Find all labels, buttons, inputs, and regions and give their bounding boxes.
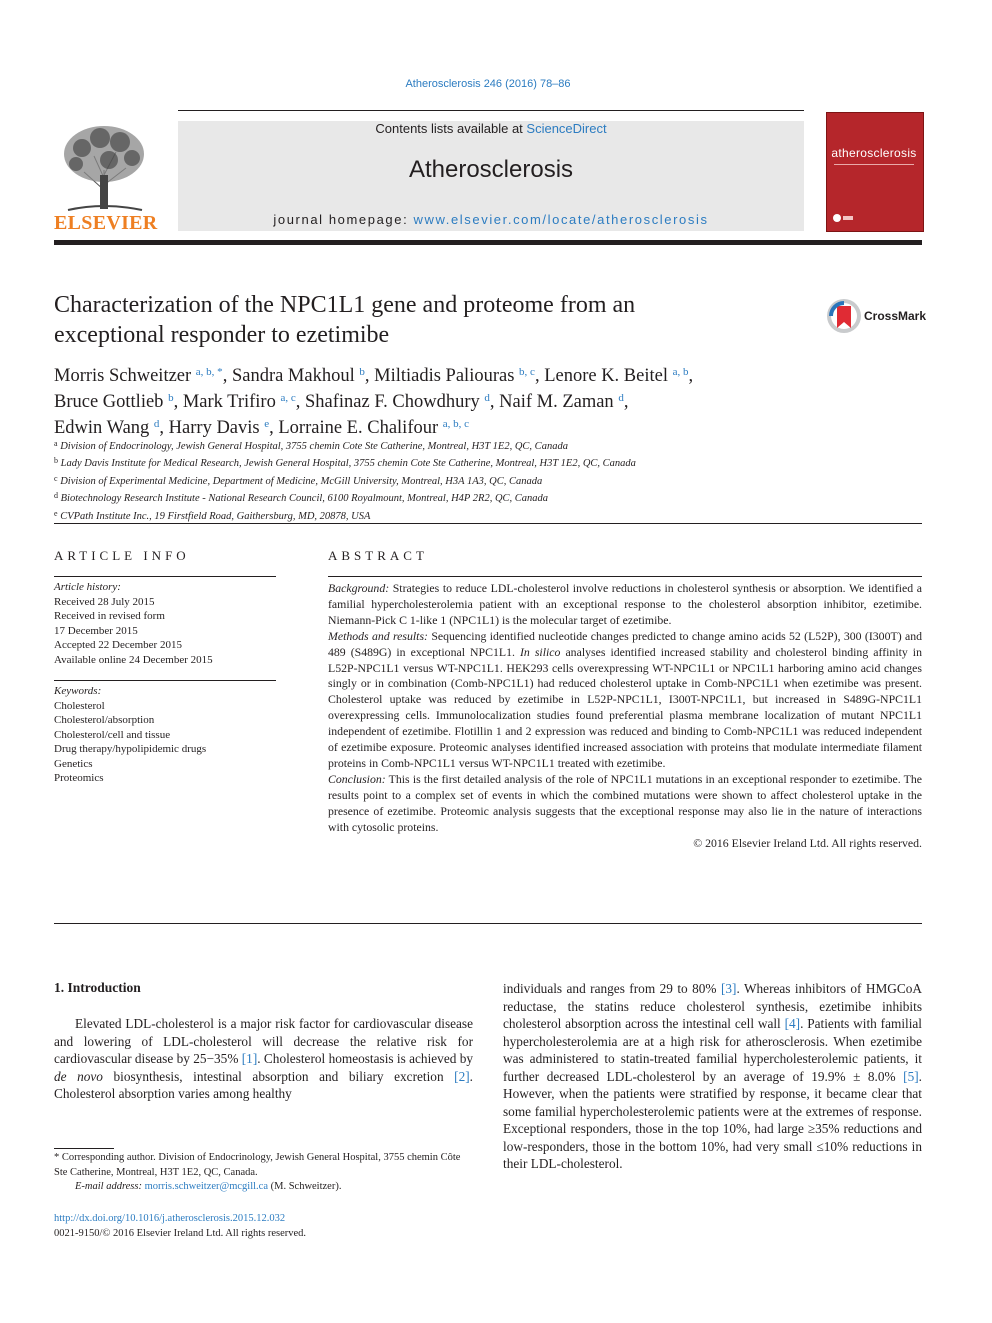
- methods-text: Sequencing identified nucleotide changes predicted to change amino acids 52 (L52P), 300 (I300T) and 489 (S489G) in exceptional NPC1L1.: [328, 628, 922, 659]
- author-affiliation-marks[interactable]: d: [484, 392, 490, 404]
- author-affiliation-marks[interactable]: b: [359, 366, 365, 378]
- background-text: Strategies to reduce LDL-cholesterol involve reductions in cholesterol synthesis or absorption. We identified a familial hypercholesterolemia patient with an exceptional response to the cholesterol absorption inhibitor, ezetimibe. Niemann-Pick C 1-like 1 (NPC1L1) is the molecular target of ezetimibe.: [328, 581, 922, 627]
- author-separator: ,: [173, 392, 183, 412]
- homepage-link[interactable]: www.elsevier.com/locate/atherosclerosis: [413, 212, 709, 227]
- background-label: Background:: [328, 581, 390, 595]
- article-history: [54, 580, 276, 667]
- email-suffix: (M. Schweitzer).: [267, 1181, 342, 1192]
- abstract-copyright: © 2016 Elsevier Ireland Ltd. All rights reserved.: [693, 835, 922, 850]
- abstract-bottom-rule: [54, 923, 922, 924]
- author-name[interactable]: Edwin Wang: [54, 418, 150, 438]
- footnote-email: [54, 1180, 474, 1195]
- elsevier-wordmark: ELSEVIER: [54, 212, 158, 234]
- author-separator: ,: [159, 418, 169, 438]
- affiliation-item: [54, 489, 922, 506]
- body-text: biosynthesis, intestinal absorption and biliary excretion: [102, 1068, 455, 1084]
- introduction-column-1: [54, 1015, 473, 1103]
- journal-name: Atherosclerosis: [408, 156, 574, 183]
- footnote-rule: [54, 1148, 114, 1149]
- author-affiliation-marks[interactable]: d: [618, 392, 624, 404]
- introduction-column-2: [503, 980, 922, 1173]
- footnote-text: Corresponding author. Division of Endocrinology, Jewish General Hospital, 3755 chemin Côte Ste Catherine, Montreal, H3T 1E2, QC, Canada.: [54, 1152, 461, 1178]
- history-item: 17 December 2015: [54, 624, 138, 637]
- author-name[interactable]: Lorraine E. Chalifour: [278, 418, 439, 438]
- methods-text: analyses identified increased stability and cholesterol binding affinity in L52P-NPC1L1 versus WT-NPC1L1. HEK293 cells overexpressing WT-NPC1L1 or NPC1L1 harboring amino acid changes singly or in combination (Comb-NPC1L1) had reduced cholesterol uptake in Comb-NPC1L1 when ezetimibe was present. Cholesterol uptake was reduced by ezetimibe in L52P-NPC1L1, I300T-NPC1L1, but increased in S489G-NPC1L1 overexpressing cells. Immunolocalization studies found preferential plasma membrane localization of mutant NPC1L1 independent of ezetimibe. Flotillin 1 and 2 expression was reduced and binding to Comb-NPC1L1 was reduced independent of ezetimibe exposure. Proteomic analyses identified increased association with proteins that modulate intermediate filament proteins in Comb-NPC1L1 versus WT-NPC1L1 treated with ezetimibe.: [328, 644, 922, 770]
- reference-link[interactable]: [5]: [903, 1068, 919, 1084]
- author-separator: ,: [623, 392, 629, 412]
- affiliation-text: Biotechnology Research Institute - National Research Council, 6100 Royalmount, Montreal, H4P 2R2, QC, Canada: [60, 493, 549, 505]
- methods-italic-term: In silico: [519, 644, 561, 659]
- affiliation-text: Division of Experimental Medicine, Department of Medicine, McGill University, Montreal, H3A 1A3, QC, Canada: [60, 475, 543, 487]
- keywords: [54, 684, 276, 786]
- abstract-heading: ABSTRACT: [328, 548, 428, 563]
- author-name[interactable]: Mark Trifiro: [182, 392, 276, 412]
- author-name[interactable]: Shafinaz F. Chowdhury: [304, 392, 480, 412]
- author-affiliation-marks[interactable]: a, c: [280, 392, 296, 404]
- footnote-corresponding: [54, 1151, 474, 1180]
- abstract-body: [328, 581, 922, 851]
- affiliation-key: e: [54, 508, 58, 518]
- body-text: individuals and ranges from 29 to 80%: [503, 981, 721, 996]
- contents-line: [178, 121, 804, 136]
- cover-divider: [834, 164, 914, 165]
- affiliation-text: Division of Endocrinology, Jewish General Hospital, 3755 chemin Cote Ste Catherine, Montreal, H3T 1E2, QC, Canada: [60, 441, 568, 452]
- author-separator: ,: [688, 366, 694, 386]
- footnote-star: *: [54, 1152, 60, 1163]
- author-affiliation-marks[interactable]: b: [168, 392, 174, 404]
- author-separator: ,: [295, 392, 305, 412]
- abstract-rule: [328, 576, 922, 577]
- author-separator: ,: [269, 418, 279, 438]
- author-affiliation-marks[interactable]: a, b, *: [195, 366, 223, 378]
- header-top-rule: [178, 110, 804, 111]
- author-name[interactable]: Naif M. Zaman: [499, 392, 614, 412]
- section-divider: [54, 523, 922, 524]
- title-line-1: Characterization of the NPC1L1 gene and proteome from an: [54, 292, 636, 318]
- author-line-3: [54, 413, 914, 439]
- author-affiliation-marks[interactable]: d: [153, 418, 160, 430]
- affiliation-key: d: [54, 491, 58, 501]
- abstract-methods: [328, 629, 922, 772]
- body-text: . Patients with familial hypercholesterolemia are at a high risk for atherosclerosis. When ezetimibe was administered to statin-treated familial hypercholesterolemic patients, it further decreased LDL-cholesterol by an average of 19.9% ± 8.0%: [503, 1016, 922, 1084]
- author-separator: ,: [364, 366, 375, 386]
- journal-citation[interactable]: Atherosclerosis 246 (2016) 78–86: [405, 78, 571, 90]
- introduction-heading: 1. Introduction: [54, 980, 141, 995]
- body-text: . However, when the patients were stratified by response, it became clear that some familial hypercholesterolemic patients were at the extremes of response. Exceptional responders, those in the top 10%, had large ≥35% reductions and low-responders, those in the bottom 10%, had very small ≤10% reductions in their LDL-cholesterol.: [503, 1068, 922, 1171]
- cover-publisher-icon: [832, 212, 854, 224]
- keyword-item: Cholesterol: [54, 699, 105, 712]
- author-list: [54, 361, 914, 439]
- affiliation-item: [54, 454, 922, 471]
- header-thick-rule: [54, 240, 922, 245]
- author-affiliation-marks[interactable]: a, b, c: [442, 418, 470, 430]
- author-name[interactable]: Lenore K. Beitel: [544, 366, 668, 386]
- keywords-label: Keywords:: [54, 685, 102, 697]
- title-line-2: exceptional responder to ezetimibe: [54, 322, 390, 348]
- conclusion-label: Conclusion:: [328, 771, 386, 786]
- body-text: . Cholesterol homeostasis is achieved by: [257, 1051, 474, 1066]
- affiliation-list: [54, 437, 922, 524]
- reference-link[interactable]: [2]: [454, 1068, 470, 1084]
- author-name[interactable]: Sandra Makhoul: [231, 366, 355, 386]
- sciencedirect-link[interactable]: ScienceDirect: [526, 121, 607, 136]
- contents-prefix: Contents lists available at: [375, 121, 527, 136]
- body-text: . Whereas inhibitors of HMGCoA reductase, the statins reduce cholesterol synthesis, ezetimibe inhibits cholesterol absorption across the intestinal cell wall: [503, 981, 922, 1031]
- history-item: Received 28 July 2015: [54, 595, 155, 608]
- author-separator: ,: [222, 366, 232, 386]
- affiliation-text: Lady Davis Institute for Medical Research, Jewish General Hospital, 3755 chemin Cote Ste Catherine, Montreal, H3T 1E2, QC, Canada: [60, 458, 636, 470]
- article-title: [54, 290, 794, 350]
- author-name[interactable]: Miltiadis Paliouras: [374, 366, 515, 386]
- author-separator: ,: [534, 366, 545, 386]
- methods-label: Methods and results:: [328, 628, 428, 643]
- author-line-1: [54, 361, 914, 387]
- author-affiliation-marks[interactable]: e: [264, 418, 270, 430]
- article-info-heading: ARTICLE INFO: [54, 548, 190, 563]
- doi-block: [54, 1211, 306, 1241]
- author-line-2: [54, 387, 914, 413]
- affiliation-key: b: [54, 456, 58, 466]
- abstract-conclusion: [328, 772, 922, 836]
- article-info-rule: [54, 576, 276, 577]
- homepage-prefix: journal homepage:: [273, 212, 414, 227]
- doi-link[interactable]: http://dx.doi.org/10.1016/j.atherosclerosis.2015.12.032: [54, 1213, 286, 1224]
- corresponding-author-footnote: [54, 1151, 474, 1195]
- author-name[interactable]: Harry Davis: [168, 418, 260, 438]
- issn-line: 0021-9150/© 2016 Elsevier Ireland Ltd. All rights reserved.: [54, 1228, 307, 1239]
- affiliation-key: a: [54, 439, 58, 448]
- author-name[interactable]: Bruce Gottlieb: [54, 392, 164, 412]
- reference-link[interactable]: [4]: [784, 1016, 801, 1031]
- author-name[interactable]: Morris Schweitzer: [54, 366, 192, 386]
- history-item: Received in revised form: [54, 610, 165, 622]
- affiliation-item: [54, 507, 922, 524]
- conclusion-text: This is the first detailed analysis of the role of NPC1L1 mutations in an exceptional responder to ezetimibe. The results point to a complex set of events in which the combined mutations were shown to affect cholesterol uptake in the presence of ezetimibe. Proteomic analysis suggests that the exceptional response may also lie in the nature of interactions with cytosolic proteins.: [328, 771, 922, 834]
- keyword-item: Cholesterol/cell and tissue: [54, 728, 171, 741]
- cover-title: atherosclerosis: [831, 146, 917, 160]
- keyword-item: Proteomics: [54, 772, 104, 784]
- reference-link[interactable]: [3]: [720, 981, 737, 996]
- keyword-item: Genetics: [54, 757, 93, 770]
- crossmark-label[interactable]: CrossMark: [864, 309, 927, 323]
- author-separator: ,: [489, 392, 500, 412]
- affiliation-text: CVPath Institute Inc., 19 Firstfield Road, Gaithersburg, MD, 20878, USA: [60, 510, 371, 522]
- keyword-item: Cholesterol/absorption: [54, 714, 155, 726]
- keyword-item: Drug therapy/hypolipidemic drugs: [54, 743, 207, 755]
- history-item: Available online 24 December 2015: [54, 653, 213, 666]
- history-label: Article history:: [54, 581, 121, 593]
- affiliation-key: c: [54, 473, 58, 483]
- journal-homepage-line: [178, 212, 804, 227]
- author-affiliation-marks[interactable]: a, b: [672, 366, 689, 378]
- affiliation-item: [54, 437, 922, 454]
- body-text: Elevated LDL-cholesterol is a major risk factor for cardiovascular disease and lowering of LDL-cholesterol will decrease the relative risk for cardiovascular disease by 25−35%: [54, 1016, 473, 1066]
- abstract-background: [328, 581, 922, 629]
- reference-link[interactable]: [1]: [241, 1051, 258, 1066]
- affiliation-item: [54, 472, 922, 489]
- body-italic-term: de novo: [54, 1068, 103, 1084]
- author-affiliation-marks[interactable]: b, c: [519, 366, 535, 378]
- history-item: Accepted 22 December 2015: [54, 639, 182, 651]
- keywords-rule: [54, 680, 276, 681]
- email-label: E-mail address:: [75, 1181, 142, 1192]
- email-link[interactable]: morris.schweitzer@mcgill.ca: [144, 1181, 268, 1192]
- body-text: . Cholesterol absorption varies among healthy: [54, 1068, 473, 1101]
